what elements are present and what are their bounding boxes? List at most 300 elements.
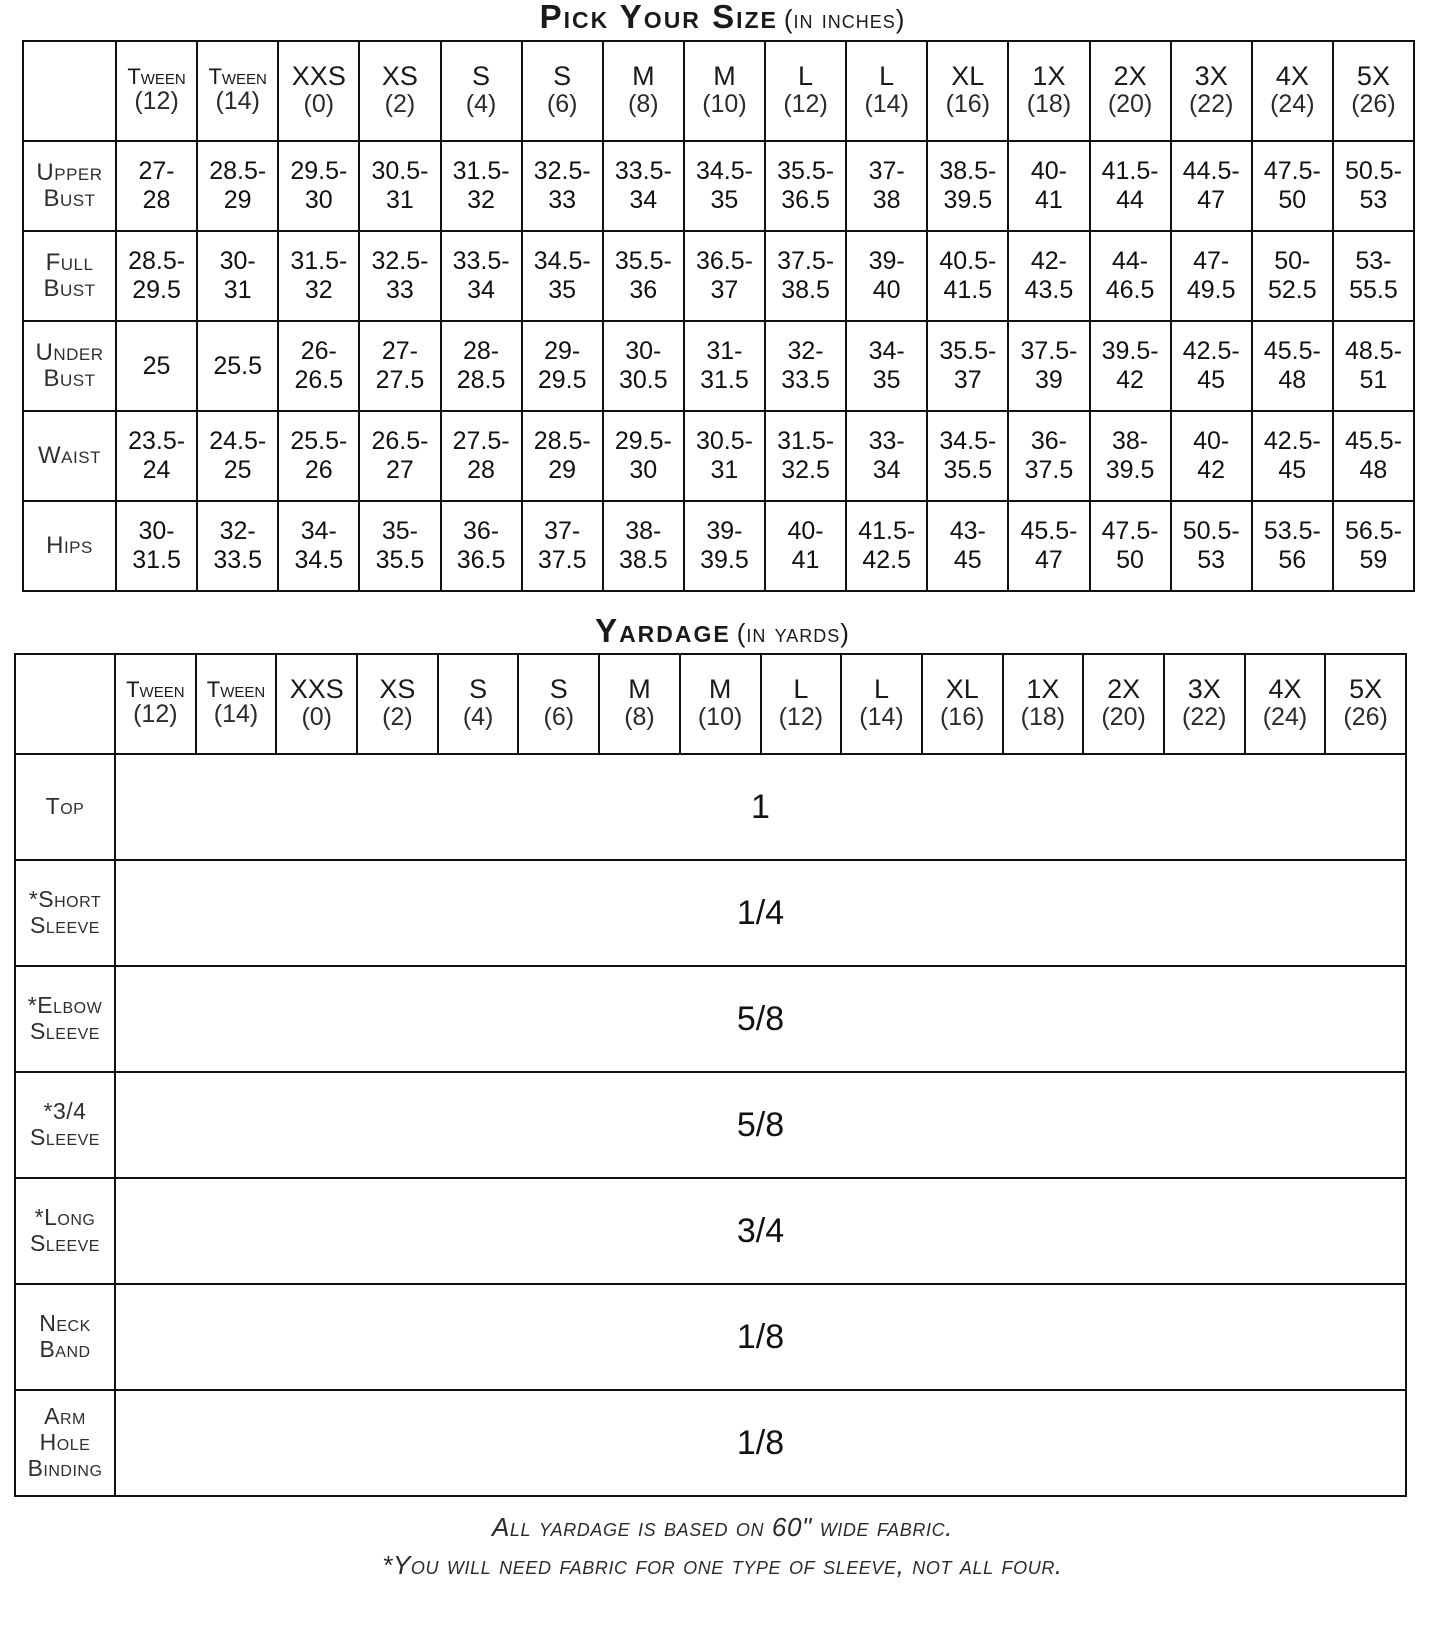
measurement-value: 28- [462, 337, 500, 366]
measurement-value: 36 [629, 276, 658, 304]
measurement-cell [1090, 231, 1171, 321]
size-chart-column-header-4x24 [1252, 41, 1333, 141]
table-row [15, 1284, 1406, 1390]
measurement-value: 50.5- [1344, 157, 1402, 186]
measurement-cell [522, 231, 603, 321]
column-size-label: Tween [127, 63, 186, 89]
measurement-value: 40- [787, 517, 824, 546]
measurement-cell [1090, 501, 1171, 591]
measurement-value: 32- [787, 337, 824, 366]
measurement-value: 40.5- [939, 247, 997, 276]
column-size-number: (22) [1188, 90, 1234, 119]
column-size-number: (20) [1107, 90, 1153, 119]
measurement-value: 45.5- [1020, 517, 1078, 546]
measurement-value: 25.5- [290, 427, 348, 456]
measurement-value: 48 [1278, 366, 1307, 394]
measurement-value: 33.5 [213, 546, 263, 574]
measurement-cell [927, 231, 1008, 321]
measurement-value: 29.5 [537, 366, 587, 394]
measurement-cell [603, 231, 684, 321]
measurement-value: 28 [467, 456, 495, 484]
measurement-value: 55.5 [1349, 276, 1398, 304]
measurement-cell [1252, 321, 1333, 411]
column-size-label: 1X [1032, 60, 1066, 91]
measurement-value: 49.5 [1186, 276, 1236, 304]
yardage-chart-table [14, 653, 1407, 1497]
yardage-chart-title [0, 614, 1445, 647]
measurement-value: 30- [138, 517, 175, 546]
row-label-line: Under [35, 338, 104, 366]
measurement-value: 42- [1030, 247, 1067, 276]
measurement-value: 32.5- [533, 157, 591, 186]
measurement-value: 36.5- [695, 247, 753, 276]
table-row [23, 231, 1414, 321]
column-size-number: (6) [543, 703, 575, 732]
column-size-number: (8) [628, 90, 659, 119]
yardage-chart-column-header-1x18 [1003, 654, 1084, 754]
yardage-chart-title-main: Yardage [595, 612, 731, 649]
yardage-value-cell: 1/8 [115, 1284, 1406, 1390]
measurement-cell [765, 501, 846, 591]
yardage-chart-column-header-xs2 [357, 654, 438, 754]
measurement-value: 50.5- [1182, 517, 1240, 546]
measurement-cell [116, 231, 197, 321]
measurement-value: 41 [791, 546, 820, 574]
column-size-number: (8) [624, 703, 655, 732]
row-label-34-sleeve [15, 1072, 115, 1178]
measurement-value: 40- [1193, 427, 1230, 456]
measurement-value: 28.5- [209, 157, 267, 186]
yardage-value-cell: 3/4 [115, 1178, 1406, 1284]
column-size-label: 2X [1113, 60, 1147, 91]
row-label-line: *3/4 [43, 1098, 87, 1125]
measurement-value: 36.5 [456, 546, 506, 574]
size-chart-column-header-tween14 [197, 41, 278, 141]
column-size-label: S [553, 60, 572, 91]
measurement-value: 36- [462, 517, 500, 546]
measurement-value: 34.5- [533, 247, 591, 276]
row-label-line: Bust [43, 185, 96, 212]
measurement-value: 30.5 [618, 366, 668, 394]
measurement-cell [359, 321, 440, 411]
measurement-value: 40- [1030, 157, 1067, 186]
measurement-value: 34 [629, 186, 658, 214]
measurement-value: 33- [868, 427, 905, 456]
size-chart-table [22, 40, 1415, 592]
measurement-cell [846, 231, 927, 321]
measurement-value: 25 [142, 351, 171, 380]
measurement-cell [1333, 141, 1414, 231]
measurement-value: 31.5- [777, 427, 835, 456]
measurement-value: 26- [300, 337, 337, 366]
measurement-value: 50 [1116, 546, 1144, 574]
yardage-chart-column-header-l12 [761, 654, 842, 754]
row-label-line: Hips [46, 531, 93, 559]
measurement-value: 39.5 [1105, 456, 1155, 484]
measurement-value: 53.5- [1263, 517, 1321, 546]
row-label-line: Sleeve [30, 1124, 100, 1150]
size-chart-header-row [23, 41, 1414, 141]
column-size-number: (12) [133, 700, 178, 729]
measurement-cell [684, 141, 765, 231]
row-label-line: *Long [34, 1204, 96, 1231]
column-size-number: (14) [213, 700, 259, 729]
yardage-chart-title-unit: (in yards) [736, 618, 850, 648]
measurement-value: 50 [1278, 186, 1307, 214]
yardage-section [0, 614, 1445, 1497]
row-label-line: Band [39, 1336, 91, 1362]
column-size-label: L [874, 673, 890, 704]
row-label-hips [23, 501, 116, 591]
table-row [23, 141, 1414, 231]
measurement-value: 53 [1197, 546, 1226, 574]
column-size-label: S [472, 60, 491, 91]
column-size-label: 4X [1268, 673, 1302, 704]
measurement-cell [116, 321, 197, 411]
row-label-line: Bust [43, 275, 96, 302]
yardage-value-cell: 5/8 [115, 1072, 1406, 1178]
measurement-value: 31- [706, 337, 743, 366]
column-size-number: (12) [778, 703, 824, 732]
column-size-label: XXS [289, 673, 344, 704]
measurement-cell [846, 141, 927, 231]
measurement-value: 26.5- [371, 427, 429, 456]
table-row [23, 321, 1414, 411]
measurement-value: 37- [544, 517, 581, 546]
measurement-cell [522, 501, 603, 591]
column-size-label: M [713, 60, 736, 91]
measurement-value: 46.5 [1105, 276, 1155, 304]
column-size-label: 5X [1349, 673, 1383, 704]
measurement-value: 27.5 [375, 366, 425, 394]
row-label-line: Arm [44, 1403, 86, 1430]
table-row [15, 1178, 1406, 1284]
measurement-cell [603, 501, 684, 591]
measurement-value: 37 [953, 366, 982, 394]
column-size-number: (12) [134, 87, 179, 116]
measurement-value: 42.5- [1182, 337, 1240, 366]
measurement-cell [846, 321, 927, 411]
column-size-label: 5X [1356, 60, 1390, 91]
measurement-value: 33.5- [614, 157, 672, 186]
row-label-line: Upper [36, 158, 103, 186]
size-chart-column-header-s6 [522, 41, 603, 141]
measurement-value: 56 [1278, 546, 1307, 574]
measurement-cell [765, 321, 846, 411]
measurement-value: 39.5- [1101, 337, 1159, 366]
column-size-number: (16) [939, 703, 985, 732]
measurement-value: 44.5- [1182, 157, 1240, 186]
measurement-value: 34- [300, 517, 337, 546]
measurement-cell [197, 141, 278, 231]
measurement-value: 27- [381, 337, 418, 366]
measurement-cell [765, 141, 846, 231]
column-size-number: (0) [301, 703, 332, 732]
measurement-cell [116, 141, 197, 231]
column-size-label: XS [381, 60, 418, 91]
measurement-value: 26 [304, 456, 333, 484]
column-size-number: (14) [859, 703, 904, 732]
measurement-cell [441, 501, 522, 591]
measurement-value: 36- [1030, 427, 1067, 456]
row-label-arm-hole-binding [15, 1390, 115, 1496]
measurement-cell [1252, 501, 1333, 591]
row-label-line: Sleeve [30, 1018, 100, 1044]
measurement-cell [1333, 231, 1414, 321]
size-chart-title-main: Pick Your Size [539, 0, 778, 35]
column-size-label: XL [945, 673, 979, 704]
measurement-value: 28 [142, 186, 171, 214]
measurement-cell [1090, 141, 1171, 231]
measurement-value: 39- [706, 517, 743, 546]
measurement-value: 28.5- [128, 247, 186, 276]
measurement-cell [1008, 411, 1089, 501]
measurement-cell [927, 141, 1008, 231]
yardage-chart-column-header-4x24 [1245, 654, 1326, 754]
measurement-cell [522, 141, 603, 231]
measurement-value: 41.5- [1101, 157, 1159, 186]
measurement-cell [116, 411, 197, 501]
measurement-value: 38- [1111, 427, 1149, 456]
column-size-label: L [798, 60, 814, 91]
measurement-value: 29.5- [614, 427, 672, 456]
footnotes [0, 1509, 1445, 1584]
measurement-cell [278, 321, 359, 411]
column-size-label: Tween [126, 676, 185, 702]
measurement-value: 29.5- [290, 157, 348, 186]
size-chart-column-header-l12 [765, 41, 846, 141]
measurement-cell [1171, 141, 1252, 231]
row-label-top [15, 754, 115, 860]
measurement-value: 29- [544, 337, 581, 366]
size-chart-column-header-xxs0 [278, 41, 359, 141]
table-row [15, 1390, 1406, 1496]
measurement-value: 31.5 [132, 546, 181, 574]
yardage-value-cell: 5/8 [115, 966, 1406, 1072]
column-size-number: (18) [1026, 90, 1072, 119]
column-size-label: S [549, 673, 568, 704]
measurement-value: 39 [1035, 366, 1063, 394]
measurement-value: 34.5- [695, 157, 753, 186]
measurement-value: 39- [868, 247, 905, 276]
measurement-cell [846, 501, 927, 591]
measurement-cell [197, 411, 278, 501]
yardage-chart-corner-cell [15, 654, 115, 754]
size-chart-column-header-s4 [441, 41, 522, 141]
measurement-cell [1171, 231, 1252, 321]
size-chart-title [0, 0, 1445, 33]
measurement-value: 32 [304, 276, 333, 304]
measurement-value: 47 [1035, 546, 1063, 574]
measurement-cell [1333, 501, 1414, 591]
yardage-chart-column-header-3x22 [1164, 654, 1245, 754]
measurement-value: 37 [710, 276, 739, 304]
measurement-value: 41 [1035, 186, 1063, 214]
measurement-cell [278, 141, 359, 231]
row-label-line: Top [45, 793, 85, 820]
measurement-cell [197, 231, 278, 321]
measurement-value: 35.5- [939, 337, 997, 366]
measurement-value: 25.5 [213, 351, 263, 380]
measurement-value: 31 [710, 456, 739, 484]
table-row [15, 754, 1406, 860]
measurement-value: 29 [548, 456, 577, 484]
column-size-label: M [708, 673, 732, 704]
measurement-value: 39.5 [700, 546, 749, 574]
table-row [15, 860, 1406, 966]
column-size-label: 3X [1194, 60, 1228, 91]
measurement-value: 42 [1197, 456, 1226, 484]
measurement-cell [522, 321, 603, 411]
measurement-cell [1008, 231, 1089, 321]
measurement-value: 37.5 [1024, 456, 1074, 484]
measurement-value: 35.5- [614, 247, 672, 276]
size-chart-column-header-xs2 [359, 41, 440, 141]
size-chart-title-unit: (in inches) [783, 4, 906, 34]
measurement-value: 47- [1193, 247, 1230, 276]
measurement-value: 28.5- [533, 427, 591, 456]
column-size-number: (24) [1262, 703, 1308, 732]
row-label-line: *Short [28, 886, 102, 913]
measurement-value: 29.5 [132, 276, 181, 304]
measurement-value: 35 [872, 366, 901, 394]
measurement-value: 45.5- [1263, 337, 1321, 366]
column-size-label: M [628, 673, 651, 704]
measurement-value: 32 [467, 186, 495, 214]
measurement-value: 43- [949, 517, 986, 546]
measurement-cell [1171, 501, 1252, 591]
measurement-value: 30 [629, 456, 658, 484]
measurement-value: 37.5- [777, 247, 835, 276]
table-row [15, 966, 1406, 1072]
measurement-value: 43.5 [1024, 276, 1074, 304]
row-label-line: Full [45, 248, 94, 276]
measurement-value: 52.5 [1267, 276, 1317, 304]
measurement-value: 42.5- [1263, 427, 1321, 456]
measurement-value: 41.5 [943, 276, 993, 304]
measurement-value: 59 [1359, 546, 1388, 574]
measurement-value: 37- [868, 157, 905, 186]
yardage-chart-column-header-m10 [680, 654, 761, 754]
measurement-cell [684, 321, 765, 411]
measurement-value: 32.5 [781, 456, 830, 484]
measurement-value: 45 [953, 546, 982, 574]
measurement-value: 35.5 [943, 456, 993, 484]
column-size-label: XXS [291, 60, 346, 91]
row-label-short-sleeve [15, 860, 115, 966]
size-chart-column-header-l14 [846, 41, 927, 141]
yardage-value-cell: 1 [115, 754, 1406, 860]
yardage-chart-column-header-s6 [518, 654, 599, 754]
measurement-cell [684, 231, 765, 321]
measurement-value: 47.5- [1101, 517, 1159, 546]
measurement-value: 51 [1359, 366, 1388, 394]
measurement-value: 34- [868, 337, 905, 366]
column-size-label: XS [379, 673, 416, 704]
measurement-value: 48.5- [1344, 337, 1402, 366]
measurement-cell [1171, 321, 1252, 411]
size-chart-corner-cell [23, 41, 116, 141]
size-chart-column-header-xl16 [927, 41, 1008, 141]
measurement-value: 34.5- [939, 427, 997, 456]
measurement-cell [684, 411, 765, 501]
size-chart-column-header-m8 [603, 41, 684, 141]
measurement-value: 27- [138, 157, 175, 186]
measurement-value: 42 [1116, 366, 1144, 394]
measurement-cell [359, 411, 440, 501]
measurement-cell [441, 231, 522, 321]
measurement-value: 48 [1359, 456, 1388, 484]
measurement-cell [1090, 321, 1171, 411]
yardage-chart-column-header-tween14 [196, 654, 277, 754]
column-size-number: (4) [462, 703, 494, 732]
row-label-upper-bust [23, 141, 116, 231]
measurement-value: 36.5 [781, 186, 830, 214]
column-size-number: (22) [1182, 703, 1227, 732]
measurement-cell [116, 501, 197, 591]
column-size-label: 1X [1026, 673, 1060, 704]
row-label-elbow-sleeve [15, 966, 115, 1072]
measurement-value: 37.5 [537, 546, 587, 574]
row-label-under-bust [23, 321, 116, 411]
measurement-value: 35- [381, 517, 418, 546]
measurement-cell [603, 321, 684, 411]
measurement-value: 39.5 [943, 186, 993, 214]
row-label-long-sleeve [15, 1178, 115, 1284]
measurement-value: 34 [467, 276, 495, 304]
measurement-value: 38.5- [939, 157, 997, 186]
column-size-number: (0) [303, 90, 335, 119]
measurement-cell [278, 501, 359, 591]
table-row [23, 411, 1414, 501]
measurement-cell [359, 501, 440, 591]
size-chart-column-header-3x22 [1171, 41, 1252, 141]
measurement-cell [927, 321, 1008, 411]
measurement-value: 35 [548, 276, 577, 304]
measurement-value: 30- [219, 247, 256, 276]
yardage-chart-column-header-xl16 [922, 654, 1003, 754]
column-size-number: (24) [1270, 90, 1315, 119]
measurement-value: 35 [710, 186, 739, 214]
column-size-number: (4) [465, 90, 497, 119]
column-size-label: 3X [1187, 673, 1221, 704]
measurement-cell [278, 411, 359, 501]
row-label-full-bust [23, 231, 116, 321]
measurement-value: 38.5 [781, 276, 830, 304]
footnote-sleeve-choice: *You will need fabric for one type of sleeve, not all four. [382, 1549, 1063, 1580]
measurement-value: 50- [1274, 247, 1311, 276]
size-chart-column-header-m10 [684, 41, 765, 141]
measurement-value: 44- [1111, 247, 1149, 276]
column-size-number: (10) [697, 703, 743, 732]
column-size-number: (26) [1343, 703, 1388, 732]
measurement-cell [1008, 141, 1089, 231]
measurement-value: 37.5- [1020, 337, 1078, 366]
measurement-value: 34 [872, 456, 901, 484]
measurement-value: 30.5- [371, 157, 429, 186]
measurement-value: 26.5 [294, 366, 344, 394]
measurement-value: 30 [304, 186, 333, 214]
yardage-chart-column-header-l14 [841, 654, 922, 754]
measurement-value: 47.5- [1263, 157, 1321, 186]
column-size-number: (18) [1020, 703, 1066, 732]
row-label-line: Bust [43, 365, 96, 392]
row-label-line: *Elbow [27, 992, 103, 1019]
yardage-chart-column-header-s4 [438, 654, 519, 754]
measurement-value: 32.5- [371, 247, 429, 276]
measurement-cell [927, 411, 1008, 501]
measurement-cell [1252, 141, 1333, 231]
